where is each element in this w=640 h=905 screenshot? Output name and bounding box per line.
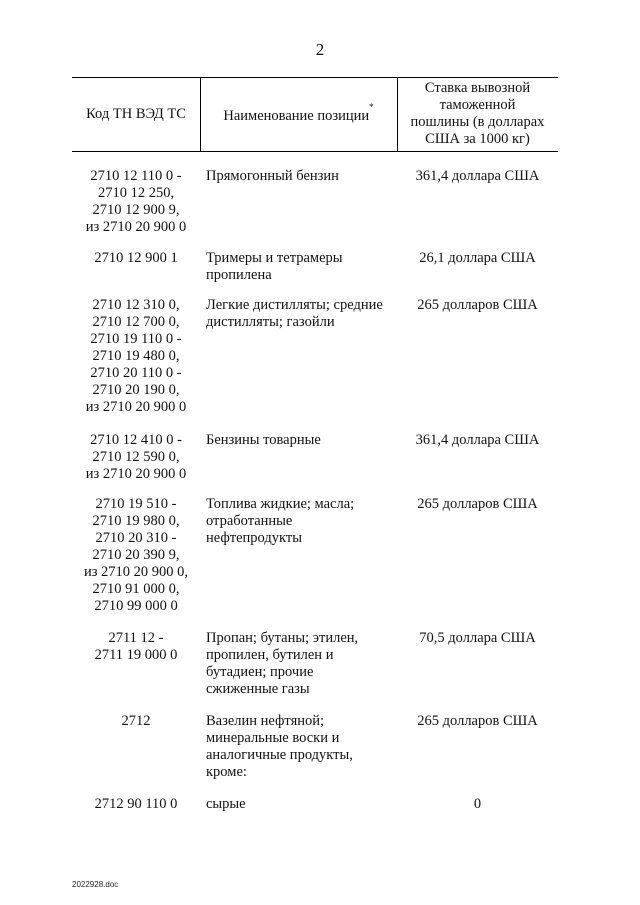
code-cell: 2711 12 - 2711 19 000 0 [94,630,178,663]
name-cell: Топлива жидкие; масла; отработанные нефтепродукты [206,496,355,546]
code-cell: 2710 12 900 1 [94,250,178,266]
rate-cell: 265 долларов США [417,713,538,729]
table-header-rule [72,151,558,152]
footnote-mark: * [369,102,374,113]
rate-cell: 361,4 доллара США [415,432,540,448]
name-cell: Легкие дистилляты; средние дистилляты; газойли [206,297,383,330]
header-name [200,77,397,151]
name-cell: Вазелин нефтяной; минеральные воски и аналогичные продукты, кроме: [206,713,353,780]
rate-cell: 26,1 доллара США [419,250,536,266]
code-cell: 2710 12 310 0, 2710 12 700 0, 2710 19 110 0 - 2710 19 480 0, 2710 20 110 0 - 2710 20 190 0, из 2710 20 900 0 [85,297,187,415]
document-filename: 2022928.doc [72,880,119,889]
header-rate-label: Ставка вывозной таможенной пошлины (в долларах США за 1000 кг) [410,80,545,147]
code-cell: 2712 [121,713,151,729]
header-name-label [223,103,373,125]
page-number: 2 [315,40,325,59]
name-cell: Тримеры и тетрамеры пропилена [206,250,343,283]
header-name-text: Наименование позиции [223,107,370,124]
code-cell: 2710 12 410 0 - 2710 12 590 0, из 2710 20 900 0 [85,432,187,482]
header-rate [397,77,558,151]
code-cell: 2712 90 110 0 [94,796,178,812]
rate-cell: 265 долларов США [417,297,538,313]
header-code [72,77,200,151]
name-cell: Пропан; бутаны; этилен, пропилен, бутилен и бутадиен; прочие сжиженные газы [206,630,359,697]
code-cell: 2710 12 110 0 - 2710 12 250, 2710 12 900 9, из 2710 20 900 0 [85,168,187,235]
code-cell: 2710 19 510 - 2710 19 980 0, 2710 20 310 - 2710 20 390 9, из 2710 20 900 0, 2710 91 000 0, 2710 99 000 0 [83,496,189,614]
rate-cell: 70,5 доллара США [419,630,536,646]
name-cell: Бензины товарные [206,432,321,448]
name-cell: Прямогонный бензин [206,168,339,184]
rate-cell: 265 долларов США [417,496,538,512]
rate-cell: 361,4 доллара США [415,168,540,184]
rate-cell: 0 [473,796,482,812]
header-code-label: Код ТН ВЭД ТС [86,105,186,122]
name-cell: сырые [206,796,246,812]
